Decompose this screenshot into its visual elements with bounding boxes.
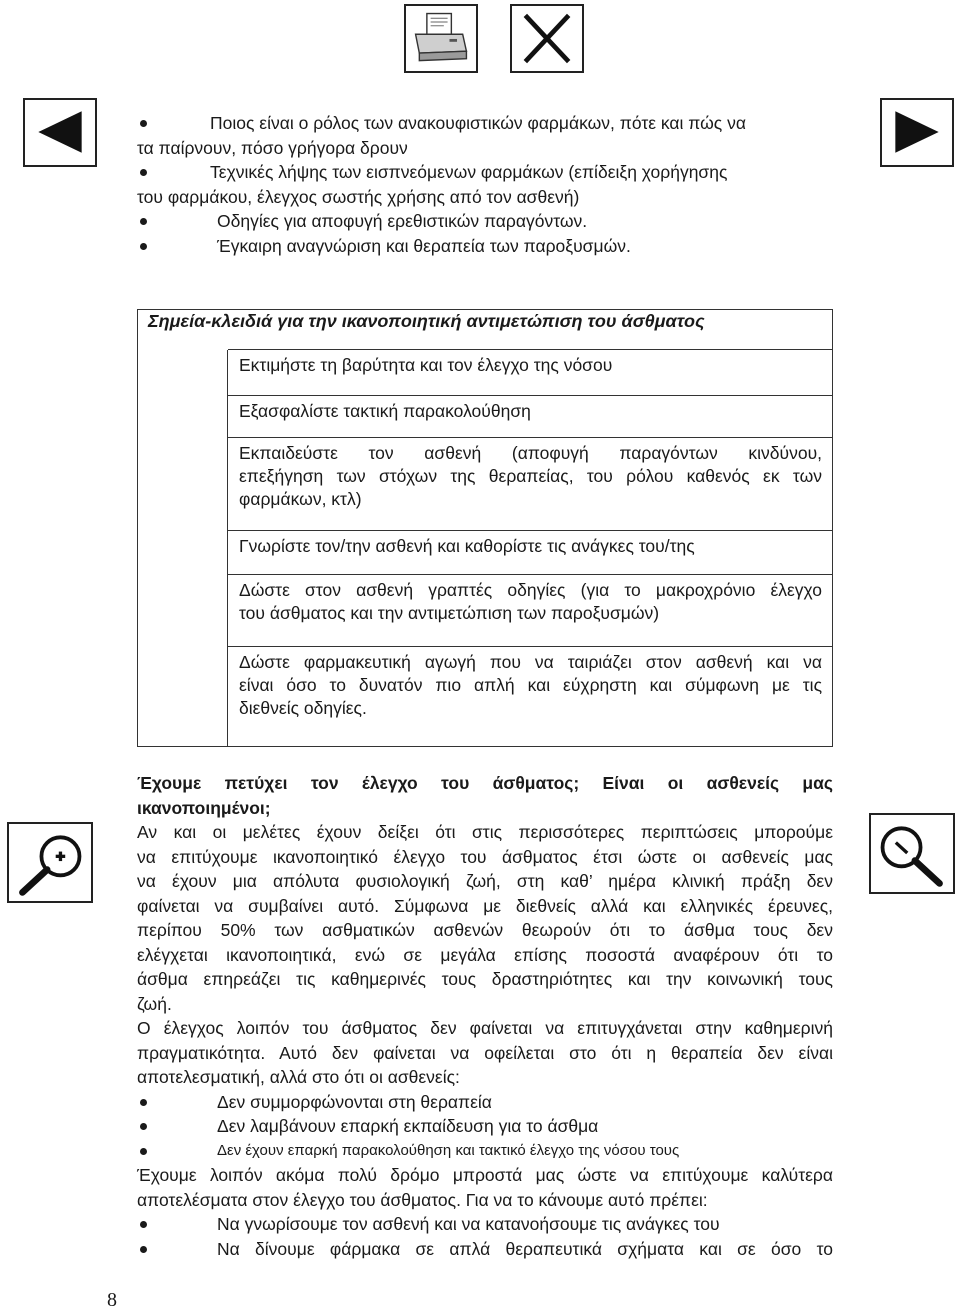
printer-icon: [406, 6, 476, 71]
paragraph-line: να επιτύχουμε ικανοποιητικό έλεγχο του άσθματος έτσι ώστε οι ασθενείς μας: [137, 846, 833, 867]
list-item: Οδηγίες για αποφυγή ερεθιστικών παραγόντων.: [137, 209, 837, 234]
zoom-out-button[interactable]: [869, 813, 955, 894]
table-row: Γνωρίστε τον/την ασθενή και καθορίστε τις ανάγκες του/της: [228, 530, 832, 574]
paragraph-line: ελέγχεται ικανοποιητικά, ενώ σε μεγάλα επίσης ποσοστά αναφέρουν ότι το: [137, 944, 833, 965]
table-row: Εκτιμήστε τη βαρύτητα και τον έλεγχο της νόσου: [228, 349, 832, 395]
paragraph-line: ζωή.: [137, 993, 172, 1014]
list-item: Δεν έχουν επαρκή παρακολούθηση και τακτικό έλεγχο της νόσου τους: [137, 1139, 833, 1164]
paragraph-line: φαίνεται να συμβαίνει αυτό. Σύμφωνα με διεθνείς αλλά και ελληνικές έρευνες,: [137, 895, 833, 916]
bullet-icon: [140, 243, 147, 250]
zoom-in-button[interactable]: [7, 822, 93, 903]
list-item: Να δίνουμε φάρμακα σε απλά θεραπευτικά σχήματα και σε όσο το: [137, 1237, 833, 1262]
list-item: Ποιος είναι ο ρόλος των ανακουφιστικών φαρμάκων, πότε και πώς να τα παίρνουν, πόσο γρήγορα δρουν: [137, 113, 746, 158]
bullet-icon: [140, 218, 147, 225]
paragraph-line: άσθμα επηρεάζει τις καθημερινές τους δραστηριότητες και την κοινωνική τους: [137, 969, 833, 989]
bullet-icon: [140, 1148, 147, 1155]
zoom-out-icon: [871, 815, 953, 892]
list-item: Έγκαιρη αναγνώριση και θεραπεία των παροξυσμών.: [137, 234, 837, 259]
close-icon: [512, 6, 582, 71]
paragraph-line: πραγματικότητα. Αυτό δεν φαίνεται να οφείλεται στο ότι η θεραπεία δεν είναι: [137, 1042, 833, 1063]
list-item: Δεν λαμβάνουν επαρκή εκπαίδευση για το άσθμα: [137, 1114, 833, 1139]
zoom-in-icon: [9, 824, 91, 901]
section-heading-cont: ικανοποιημένοι;: [137, 797, 271, 818]
intro-bullet-list: [137, 111, 837, 258]
key-points-table: [137, 309, 833, 747]
paragraph-line: περίπου 50% των ασθματικών ασθενών θεωρούν ότι το άσθμα τους δεν: [137, 920, 833, 940]
table-title: Σημεία-κλειδιά για την ικανοποιητική αντιμετώπιση του άσθματος: [148, 311, 705, 331]
list-item: Να γνωρίσουμε τον ασθενή και να κατανοήσουμε τις ανάγκες του: [137, 1212, 833, 1237]
bullet-icon: [140, 1246, 147, 1253]
bullet-icon: [140, 169, 147, 176]
page-number: 8: [107, 1289, 117, 1311]
table-row: Εκπαιδεύστε τον ασθενή (αποφυγή παραγόντων κινδύνου, επεξήγηση των στόχων της θεραπείας, του ρόλου καθενός εκ των φαρμάκων, κτλ): [228, 437, 832, 530]
right-arrow-icon: [882, 100, 952, 165]
paragraph-line: αποτελεσματική, αλλά στο ότι οι ασθενείς:: [137, 1067, 460, 1087]
asthma-control-section: [137, 771, 833, 1261]
bullet-icon: [140, 1221, 147, 1228]
list-item: Τεχνικές λήψης των εισπνεόμενων φαρμάκων (επίδειξη χορήγησης του φαρμάκου, έλεγχος σωστής χρήσης από τον ασθενή): [137, 162, 728, 207]
bullet-icon: [140, 1123, 147, 1130]
list-item: Δεν συμμορφώνονται στη θεραπεία: [137, 1090, 833, 1115]
paragraph-line: αποτελέσματα στον έλεγχο του άσθματος. Για να το κάνουμε αυτό πρέπει:: [137, 1189, 708, 1210]
section-heading: Έχουμε πετύχει τον έλεγχο του άσθματος; Είναι οι ασθενείς μας: [137, 773, 833, 793]
table-row: Εξασφαλίστε τακτική παρακολούθηση: [228, 395, 832, 437]
paragraph-line: Ο έλεγχος λοιπόν του άσθματος δεν φαίνεται να επιτυγχάνεται στην καθημερινή: [137, 1018, 833, 1038]
bullet-icon: [140, 1099, 147, 1106]
print-button[interactable]: [404, 4, 478, 73]
paragraph-line: Αν και οι μελέτες έχουν δείξει ότι στις περισσότερες περιπτώσεις μπορούμε: [137, 822, 833, 842]
next-page-button[interactable]: [880, 98, 954, 167]
close-button[interactable]: [510, 4, 584, 73]
paragraph-line: να έχουν μια απόλυτα φυσιολογική ζωή, στη καθ’ ημέρα κλινική πράξη δεν: [137, 871, 833, 891]
previous-page-button[interactable]: [23, 98, 97, 167]
table-row: Δώστε στον ασθενή γραπτές οδηγίες (για το μακροχρόνιο έλεγχο του άσθματος και την αντιμετώπιση των παροξυσμών): [228, 574, 832, 646]
left-arrow-icon: [25, 100, 95, 165]
table-row: Δώστε φαρμακευτική αγωγή που να ταιριάζει στον ασθενή και να είναι όσο το δυνατόν πιο απλή και εύχρηστη και σύμφωνη με τις διεθνείς οδηγίες.: [228, 646, 832, 746]
bullet-icon: [140, 120, 147, 127]
paragraph-line: Έχουμε λοιπόν ακόμα πολύ δρόμο μπροστά μας ώστε να επιτύχουμε καλύτερα: [137, 1165, 833, 1185]
